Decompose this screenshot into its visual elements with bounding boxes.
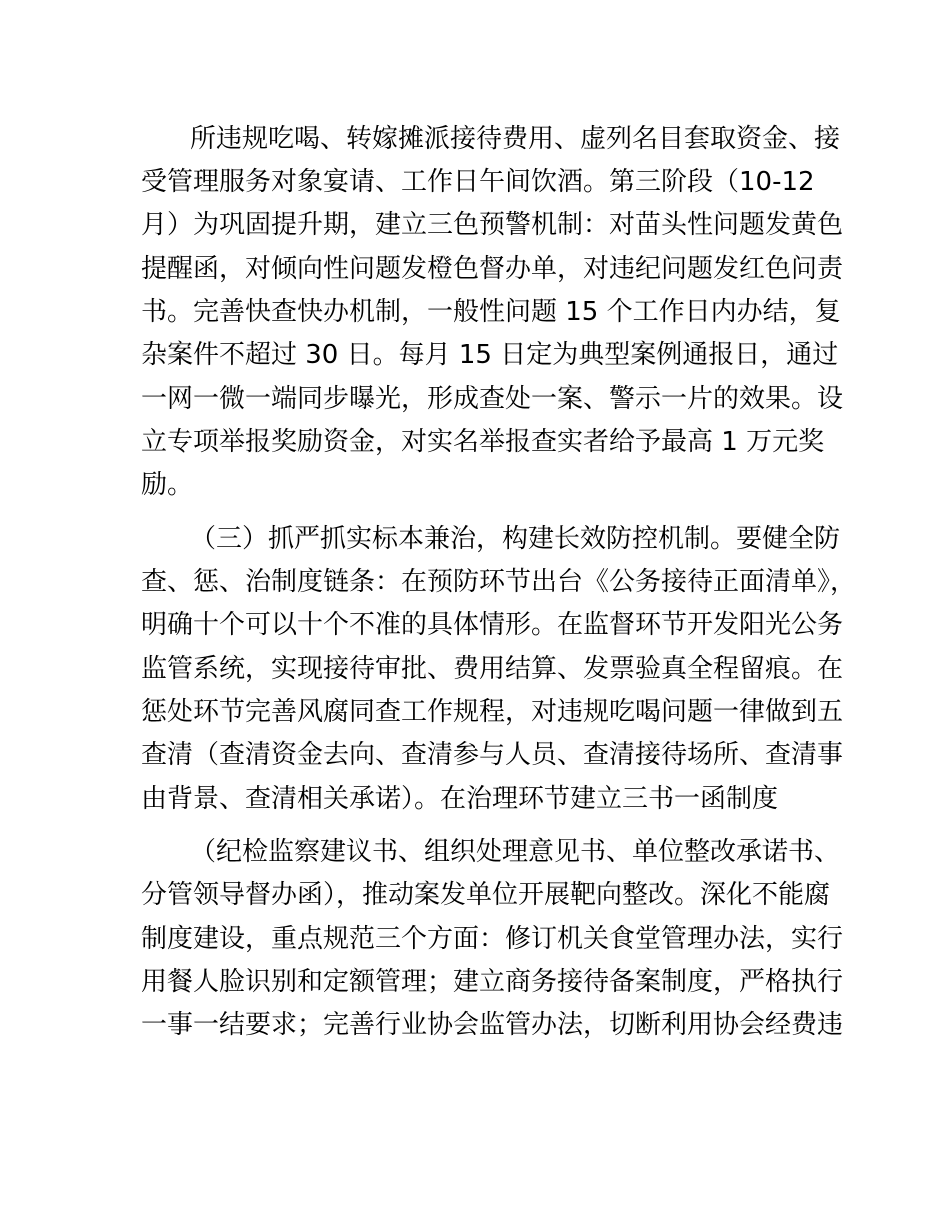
paragraph-2-line-7: 由背景、查清相关承诺）。在治理环节建立三书一函制度 xyxy=(141,784,779,814)
paragraph-2-line-6: 查清（查清资金去向、查清参与人员、查清接待场所、查清事 xyxy=(141,740,844,770)
paragraph-1-line-2: 受管理服务对象宴请、工作日午间饮酒。第三阶段（10-12 xyxy=(141,167,815,197)
paragraph-2-line-5: 惩处环节完善风腐同查工作规程，对违规吃喝问题一律做到五 xyxy=(141,697,844,727)
paragraph-1-line-8: 立专项举报奖励资金，对实名举报查实者给予最高 1 万元奖 xyxy=(141,427,825,457)
paragraph-2-line-2: 查、惩、治制度链条：在预防环节出台《公务接待正面清单》， xyxy=(141,567,857,597)
paragraph-1-line-3: 月）为巩固提升期，建立三色预警机制：对苗头性问题发黄色 xyxy=(141,210,844,240)
paragraph-3-line-5: 一事一结要求；完善行业协会监管办法，切断利用协会经费违 xyxy=(141,1010,844,1040)
paragraph-3-line-1: （纪检监察建议书、组织处理意见书、单位整改承诺书、 xyxy=(190,837,841,867)
paragraph-1-line-1: 所违规吃喝、转嫁摊派接待费用、虚列名目套取资金、接 xyxy=(190,124,841,154)
paragraph-2-line-3: 明确十个可以十个不准的具体情形。在监督环节开发阳光公务 xyxy=(141,610,844,640)
paragraph-2-line-1: （三）抓严抓实标本兼治，构建长效防控机制。要健全防 xyxy=(190,524,841,554)
paragraph-1-line-7: 一网一微一端同步曝光，形成查处一案、警示一片的效果。设 xyxy=(141,384,844,414)
paragraph-2-line-4: 监管系统，实现接待审批、费用结算、发票验真全程留痕。在 xyxy=(141,654,844,684)
paragraph-3-line-4: 用餐人脸识别和定额管理；建立商务接待备案制度，严格执行 xyxy=(141,967,844,997)
paragraph-1-line-4: 提醒函，对倾向性问题发橙色督办单，对违纪问题发红色问责 xyxy=(141,254,844,284)
paragraph-3-line-3: 制度建设，重点规范三个方面：修订机关食堂管理办法，实行 xyxy=(141,924,844,954)
paragraph-1-line-9: 励。 xyxy=(141,470,194,500)
paragraph-3-line-2: 分管领导督办函），推动案发单位开展靶向整改。深化不能腐 xyxy=(141,880,831,910)
paragraph-1-line-6: 杂案件不超过 30 日。每月 15 日定为典型案例通报日，通过 xyxy=(141,340,839,370)
paragraph-1-line-5: 书。完善快查快办机制，一般性问题 15 个工作日内办结，复 xyxy=(141,297,841,327)
